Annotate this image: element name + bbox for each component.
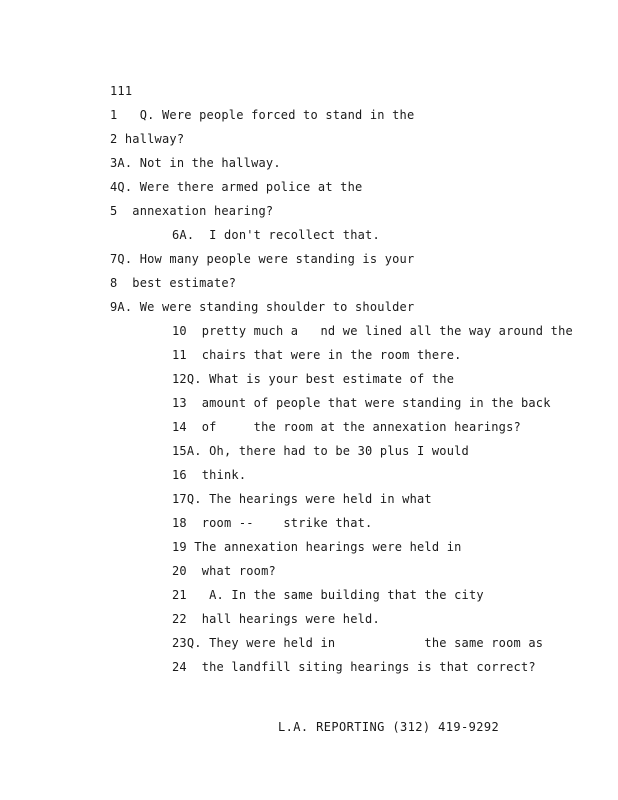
transcript-line-2: 2 hallway? — [110, 132, 185, 146]
transcript-line-13: 13 amount of people that were standing in the back — [172, 396, 551, 410]
transcript-line-16: 16 think. — [172, 468, 247, 482]
transcript-line-7: 7Q. How many people were standing is your — [110, 252, 415, 266]
transcript-line-12: 12Q. What is your best estimate of the — [172, 372, 455, 386]
transcript-line-18: 18 room -- strike that. — [172, 516, 373, 530]
transcript-line-22: 22 hall hearings were held. — [172, 612, 380, 626]
transcript-line-21: 21 A. In the same building that the city — [172, 588, 484, 602]
transcript-line-19: 19 The annexation hearings were held in — [172, 540, 462, 554]
transcript-line-20: 20 what room? — [172, 564, 276, 578]
transcript-line-17: 17Q. The hearings were held in what — [172, 492, 432, 506]
transcript-line-4: 4Q. Were there armed police at the — [110, 180, 363, 194]
transcript-line-5: 5 annexation hearing? — [110, 204, 274, 218]
transcript-line-15: 15A. Oh, there had to be 30 plus I would — [172, 444, 469, 458]
transcript-line-24: 24 the landfill siting hearings is that correct? — [172, 660, 536, 674]
transcript-line-11: 11 chairs that were in the room there. — [172, 348, 462, 362]
transcript-line-23: 23Q. They were held in the same room as — [172, 636, 544, 650]
transcript-line-8: 8 best estimate? — [110, 276, 237, 290]
page-number: 111 — [110, 84, 133, 98]
transcript-line-3: 3A. Not in the hallway. — [110, 156, 281, 170]
transcript-line-1: 1 Q. Were people forced to stand in the — [110, 108, 415, 122]
transcript-line-6: 6A. I don't recollect that. — [172, 228, 380, 242]
transcript-line-10: 10 pretty much a nd we lined all the way around the — [172, 324, 573, 338]
transcript-line-14: 14 of the room at the annexation hearings? — [172, 420, 521, 434]
reporter-footer: L.A. REPORTING (312) 419-9292 — [278, 720, 500, 734]
transcript-line-9: 9A. We were standing shoulder to shoulder — [110, 300, 415, 314]
